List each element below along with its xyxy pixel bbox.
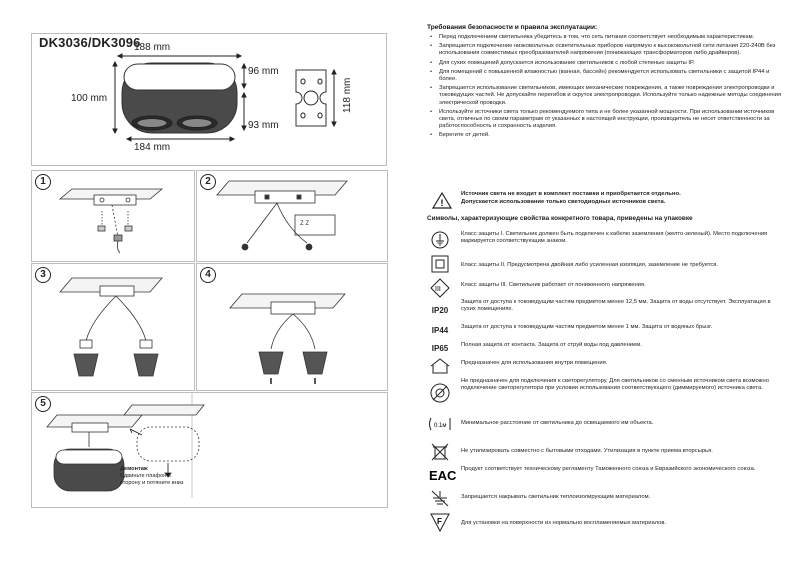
symbol-text: Не утилизировать совместно с бытовыми отходами. Утилизация в пункте приема вторсырья. [461, 448, 713, 454]
safety-heading: Требования безопасности и правила эксплуатации: [427, 24, 598, 31]
symbol-text: Полная защита от контакта. Защита от струй воды под давлением. [461, 342, 642, 348]
indoor-icon [427, 354, 453, 378]
svg-text:!: ! [440, 198, 444, 208]
step-2-panel [196, 170, 388, 262]
step-3-panel [31, 263, 195, 391]
eac-icon [427, 462, 457, 486]
bracket-length-label: 118 mm [342, 77, 353, 113]
step-number: 3 [35, 267, 51, 283]
safety-rule: • Запрещается подключение низковольтных осветительных приборов напрямую к высоковольтной сети питания 220-240В без использования совместимых преобразователей напряжения (понижающих трансформаторов либо драйверов). [427, 43, 782, 57]
warning-line-1: Источник света не входит в комплект поставки и приобретается отдельно. [461, 191, 681, 197]
class-3-icon [427, 276, 453, 300]
safety-section [427, 24, 782, 142]
ip65-icon: IP65 [431, 343, 449, 353]
symbol-text: Продукт соответствует техническому регламенту Таможенного союза и Евразийского экономического союза. [461, 466, 756, 472]
symbol-text: Не предназначен для подключения к светорегулятору. Для светильников со сменным источником света возможно подключение светорегулятора при условии использования соответствующего (диммируемого) источника света. [461, 378, 769, 392]
symbol-text: Класс защиты III. Светильник работает от пониженного напряжения. [461, 282, 646, 288]
bottom-width-label: 184 mm [134, 142, 171, 153]
f-mark-label: F [437, 517, 442, 526]
safety-rule: • Запрещается использование светильников, имеющих механические повреждения, а также повреждения электропроводки и токоведущих частей. Не допускайте перегибов и скруток электропроводки. Используйте только надежные методы соединения электрической проводки. [427, 85, 782, 107]
warning-block [427, 188, 782, 216]
symbol-text: Запрещается накрывать светильник теплоизолирующим материалом. [461, 494, 651, 500]
step-5-illustration [32, 393, 389, 509]
safety-rule: • Для сухих помещений допускается использование светильников с любой степенью защиты IP. [427, 60, 782, 67]
step-1-illustration [32, 171, 196, 263]
ip44-icon: IP44 [431, 325, 449, 335]
ip20-icon: IP20 [431, 305, 449, 315]
symbol-text: Класс защиты II. Предусмотрена двойная либо усиленная изоляция, заземление не требуется. [461, 262, 718, 268]
no-dimmer-icon [427, 378, 453, 408]
warning-icon [432, 192, 452, 209]
height-label: 100 mm [71, 93, 108, 104]
symbol-text: Для установки на поверхности из нормально воспламеняемых материалов. [461, 520, 667, 526]
min-distance-label: 0.1м [434, 423, 447, 429]
safety-rule: • Для помещений с повышенной влажностью (ванная, бассейн) рекомендуется использовать светильники с защитой IP44 и более. [427, 69, 782, 83]
safety-rules [427, 34, 782, 140]
model-title: DK3036/DK3096 [39, 35, 141, 50]
class-1-icon [427, 228, 453, 252]
svg-text:Z Z: Z Z [300, 221, 309, 227]
warning-line-2: Допускается использование только светодиодных источников света. [461, 199, 666, 205]
safety-rule: • Берегите от детей. [427, 132, 782, 139]
removal-text: Сдвиньте плафон в сторону и потяните вниз [120, 473, 184, 486]
symbol-text: Предназначен для использования внутри помещения. [461, 360, 608, 366]
step-1-panel [31, 170, 195, 262]
svg-text:III: III [435, 286, 441, 293]
no-cover-icon [427, 486, 453, 510]
symbol-text: Защита от доступа к токоведущим частям предметом менее 12,5 мм. Защита от воды отсутствует. Эксплуатация в сухих помещениях. [461, 299, 771, 313]
symbol-text: Класс защиты I. Светильник должен быть подключен к кабелю заземления (желто-зеленый). Место подключения маркируется соответствующим знаком. [461, 231, 768, 245]
safety-rule: • Используйте источники света только рекомендуемого типа и не более указанной мощности. При использовании источников света, отличных по своим параметрам от указанных в настоящей инструкции, производитель не несет ответственности за работоспособность и сохранность изделия. [427, 109, 782, 131]
removal-title: Демонтаж [120, 466, 148, 472]
lens-height-label: 93 mm [248, 120, 279, 131]
eac-label: EAC [429, 468, 457, 483]
step-2-illustration [197, 171, 389, 263]
f-mark-icon [427, 510, 453, 534]
step-number: 4 [200, 267, 216, 283]
safety-rule: • Перед подключением светильника убедитесь в том, что сеть питания соответствует необходимым характеристикам. [427, 34, 782, 41]
step-4-panel [196, 263, 388, 391]
symbol-text: Минимальное расстояние от светильника до освещаемого им объекта. [461, 420, 654, 426]
step-3-illustration [32, 264, 196, 392]
step-number: 5 [35, 396, 51, 412]
class-2-icon [427, 252, 453, 276]
step-number: 2 [200, 174, 216, 190]
step-4-illustration [197, 264, 389, 392]
body-height-label: 96 mm [248, 66, 279, 77]
min-distance-icon [427, 412, 453, 436]
symbol-text: Защита от доступа к токоведущим частям предметом менее 1 мм. Защита от водяных брызг. [461, 324, 713, 330]
step-number: 1 [35, 174, 51, 190]
no-waste-icon [427, 440, 453, 464]
symbols-heading: Символы, характеризующие свойства конкретного товара, приведены на упаковке [427, 215, 693, 222]
top-width-label: 188 mm [134, 42, 171, 53]
step-5-panel [31, 392, 388, 508]
